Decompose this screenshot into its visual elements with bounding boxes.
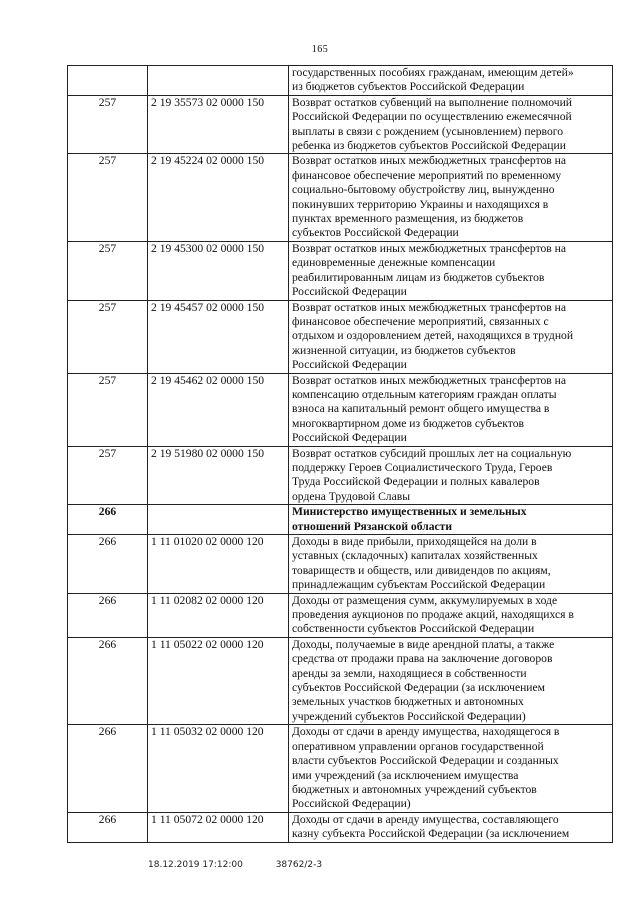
admin-code-cell: 266 bbox=[68, 637, 148, 724]
description-line: Российской Федерации по осуществлению ежемесячной bbox=[292, 110, 572, 124]
description-line: социально-бытовому обустройству лиц, вынужденно bbox=[292, 183, 555, 197]
budget-code-cell: 2 19 51980 02 0000 150 bbox=[148, 446, 289, 505]
description-line: субъектов Российской Федерации (за исключением bbox=[292, 681, 545, 695]
table-row bbox=[68, 300, 613, 373]
description-line: жизненной ситуации, из бюджетов субъектов bbox=[292, 343, 516, 357]
description-cell bbox=[289, 812, 613, 842]
description-line: компенсацию отдельным категориям граждан оплаты bbox=[292, 387, 557, 401]
description-line: Российской Федерации bbox=[292, 431, 407, 445]
budget-code-cell: 2 19 45224 02 0000 150 bbox=[148, 154, 289, 241]
document-footer bbox=[148, 860, 352, 870]
description-line: финансовое обеспечение мероприятий, связанных с bbox=[292, 314, 549, 328]
description-line: средства от продажи права на заключение договоров bbox=[292, 652, 553, 666]
description-line: земельных участков бюджетных и автономных bbox=[292, 695, 524, 709]
description-line: оперативном управлении органов государственной bbox=[292, 739, 544, 753]
description-line: Российской Федерации bbox=[292, 285, 407, 299]
footer-document-id: 38762/2-3 bbox=[275, 860, 323, 870]
description-line: Труда Российской Федерации и полных кавалеров bbox=[292, 475, 540, 489]
description-cell bbox=[289, 725, 613, 812]
description-line: ими учреждений (за исключением имущества bbox=[292, 768, 519, 782]
description-line: субъектов Российской Федерации bbox=[292, 226, 459, 240]
description-cell bbox=[289, 593, 613, 637]
description-line: единовременные денежные компенсации bbox=[292, 256, 496, 270]
description-cell bbox=[289, 535, 613, 594]
description-line: Возврат остатков субсидий прошлых лет на социальную bbox=[292, 446, 572, 460]
description-line: Возврат остатков иных межбюджетных трансфертов на bbox=[292, 241, 566, 255]
admin-code-cell: 257 bbox=[68, 300, 148, 373]
admin-code-cell: 266 bbox=[68, 535, 148, 594]
description-cell bbox=[289, 637, 613, 724]
description-line: многоквартирном доме из бюджетов субъектов bbox=[292, 416, 524, 430]
table-row bbox=[68, 154, 613, 241]
description-line: власти субъектов Российской Федерации и созданных bbox=[292, 754, 559, 768]
description-line: финансовое обеспечение мероприятий по временному bbox=[292, 168, 562, 182]
description-line: товариществ и обществ, или дивидендов по акциям, bbox=[292, 563, 551, 577]
admin-code-cell: 257 bbox=[68, 373, 148, 446]
description-cell bbox=[289, 505, 613, 535]
description-cell bbox=[289, 154, 613, 241]
description-line: Доходы от сдачи в аренду имущества, находящегося в bbox=[292, 725, 560, 739]
admin-code-cell: 257 bbox=[68, 154, 148, 241]
description-line: отдыхом и оздоровлением детей, находящихся в трудной bbox=[292, 329, 574, 343]
budget-code-cell: 2 19 45462 02 0000 150 bbox=[148, 373, 289, 446]
admin-code-cell: 266 bbox=[68, 812, 148, 842]
description-line: Российской Федерации bbox=[292, 358, 407, 372]
description-line: Доходы от сдачи в аренду имущества, составляющего bbox=[292, 812, 559, 826]
table-row bbox=[68, 66, 613, 96]
budget-code-cell: 1 11 01020 02 0000 120 bbox=[148, 535, 289, 594]
budget-code-cell: 1 11 05072 02 0000 120 bbox=[148, 812, 289, 842]
description-cell bbox=[289, 95, 613, 154]
budget-code-cell: 1 11 05022 02 0000 120 bbox=[148, 637, 289, 724]
budget-classification-table bbox=[67, 65, 613, 843]
table-row bbox=[68, 637, 613, 724]
description-line: поддержку Героев Социалистического Труда, Героев bbox=[292, 460, 553, 474]
description-line: ордена Трудовой Славы bbox=[292, 489, 411, 503]
table-row bbox=[68, 95, 613, 154]
budget-code-cell bbox=[148, 66, 289, 96]
budget-code-cell: 2 19 35573 02 0000 150 bbox=[148, 95, 289, 154]
description-line: собственности субъектов Российской Федерации bbox=[292, 622, 535, 636]
table-row bbox=[68, 241, 613, 300]
page-number: 165 bbox=[311, 44, 329, 55]
description-line: проведения аукционов по продаже акций, находящихся в bbox=[292, 608, 574, 622]
description-cell bbox=[289, 300, 613, 373]
description-cell bbox=[289, 241, 613, 300]
description-line: Возврат остатков иных межбюджетных трансфертов на bbox=[292, 300, 566, 314]
footer-timestamp: 18.12.2019 17:12:00 bbox=[148, 860, 243, 870]
description-line: Возврат остатков субвенций на выполнение полномочий bbox=[292, 95, 572, 109]
admin-code-cell bbox=[68, 66, 148, 96]
description-line: Министерство имущественных и земельных bbox=[292, 505, 527, 519]
description-line: бюджетных и автономных учреждений субъектов bbox=[292, 782, 537, 796]
description-line: принадлежащим субъектам Российской Федерации bbox=[292, 578, 546, 592]
description-line: Доходы от размещения сумм, аккумулируемых в ходе bbox=[292, 593, 558, 607]
budget-code-cell: 2 19 45457 02 0000 150 bbox=[148, 300, 289, 373]
admin-code-cell: 257 bbox=[68, 95, 148, 154]
budget-code-cell: 2 19 45300 02 0000 150 bbox=[148, 241, 289, 300]
description-line: отношений Рязанской области bbox=[292, 519, 453, 533]
description-line: покинувших территорию Украины и находящихся в bbox=[292, 197, 549, 211]
table-row bbox=[68, 535, 613, 594]
description-line: казну субъекта Российской Федерации (за исключением bbox=[292, 827, 570, 841]
description-line: Возврат остатков иных межбюджетных трансфертов на bbox=[292, 373, 566, 387]
table-row bbox=[68, 725, 613, 812]
table-body bbox=[68, 66, 613, 843]
budget-code-cell: 1 11 05032 02 0000 120 bbox=[148, 725, 289, 812]
table-row bbox=[68, 812, 613, 842]
description-line: пунктах временного размещения, из бюджетов bbox=[292, 212, 524, 226]
budget-code-cell: 1 11 02082 02 0000 120 bbox=[148, 593, 289, 637]
description-line: взноса на капитальный ремонт общего имущества в bbox=[292, 402, 550, 416]
description-line: государственных пособиях гражданам, имеющим детей» bbox=[292, 66, 574, 79]
description-line: Возврат остатков иных межбюджетных трансфертов на bbox=[292, 154, 566, 168]
table-row bbox=[68, 373, 613, 446]
description-line: Российской Федерации) bbox=[292, 797, 411, 811]
table-row bbox=[68, 505, 613, 535]
description-cell bbox=[289, 373, 613, 446]
description-cell bbox=[289, 66, 613, 96]
table-row bbox=[68, 593, 613, 637]
description-line: выплаты в связи с рождением (усыновлением) первого bbox=[292, 124, 564, 138]
admin-code-cell: 266 bbox=[68, 725, 148, 812]
description-line: ребенка из бюджетов субъектов Российской Федерации bbox=[292, 139, 566, 153]
description-line: учреждений субъектов Российской Федерации) bbox=[292, 709, 526, 723]
description-line: уставных (складочных) капиталах хозяйственных bbox=[292, 549, 538, 563]
admin-code-cell: 257 bbox=[68, 446, 148, 505]
description-line: Доходы, получаемые в виде арендной платы, а также bbox=[292, 637, 555, 651]
admin-code-cell: 266 bbox=[68, 505, 148, 535]
description-line: Доходы в виде прибыли, приходящейся на доли в bbox=[292, 535, 537, 548]
budget-code-cell bbox=[148, 505, 289, 535]
description-line: из бюджетов субъектов Российской Федерации bbox=[292, 80, 525, 94]
admin-code-cell: 257 bbox=[68, 241, 148, 300]
table-row bbox=[68, 446, 613, 505]
description-line: реабилитированным лицам из бюджетов субъектов bbox=[292, 270, 545, 284]
admin-code-cell: 266 bbox=[68, 593, 148, 637]
description-line: аренды за земли, находящиеся в собственности bbox=[292, 666, 527, 680]
description-cell bbox=[289, 446, 613, 505]
